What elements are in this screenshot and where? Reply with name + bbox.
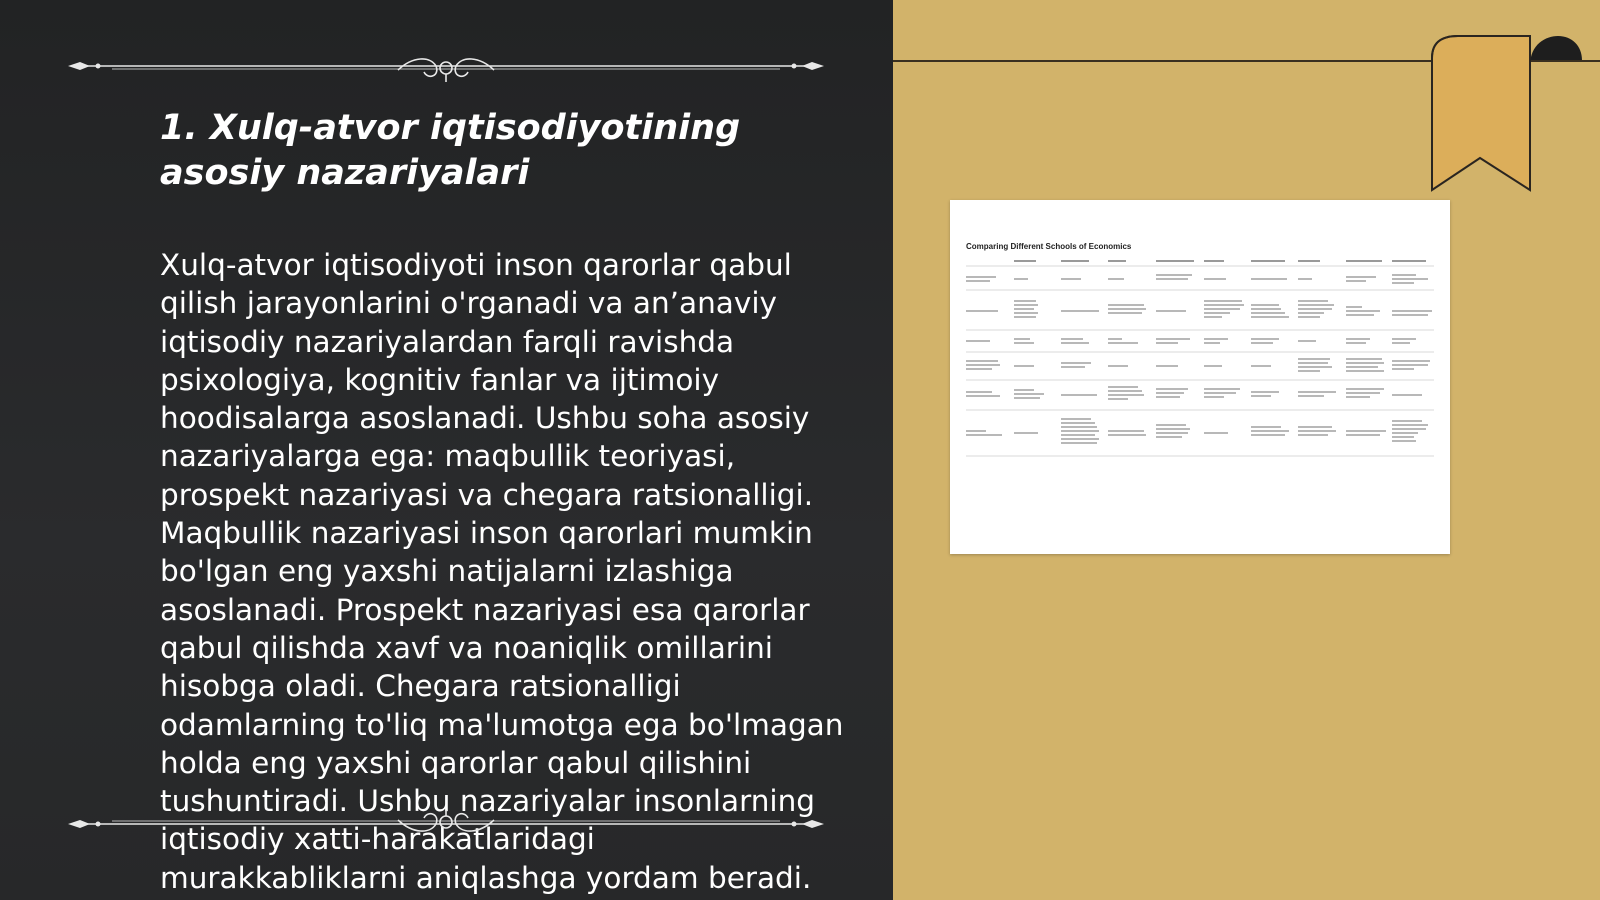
table-figure xyxy=(950,200,1450,554)
top-ornament-divider xyxy=(68,52,824,82)
slide-body-text: Xulq-atvor iqtisodiyoti inson qarorlar qabul qilish jarayonlarini o'rganadi va an’anaviy iqtisodiy nazariyalardan farqli ravishda psixologiya, kognitiv fanlar va ijtimoiy hoodisalarga asoslanadi. Ushbu soha asosiy nazariyalarga ega: maqbullik teoriyasi, prospekt nazariyasi va chegara ratsionalligi. Maqbullik nazariyasi inson qarorlari mumkin bo'lgan eng yaxshi natijalarni izlashiga asoslanadi. Prospekt nazariyasi esa qarorlar qabul qilishda xavf va noaniqlik omillarini hisobga oladi. Chegara ratsionalligi odamlarning to'liq ma'lumotga ega bo'lmagan holda eng yaxshi qarorlar qabul qilishini tushuntiradi. Ushbu nazariyalar insonlarning iqtisodiy xatti-harakatlaridagi murakkabliklarni aniqlashga yordam beradi. xyxy=(160,248,844,895)
slide-title: 1. Xulq-atvor iqtisodiyotining asosiy nazariyalari xyxy=(160,108,741,193)
comparison-table-image xyxy=(966,258,1434,464)
bottom-ornament-divider xyxy=(68,810,824,840)
figure-title: Comparing Different Schools of Economics xyxy=(966,242,1132,251)
bookmark-icon xyxy=(1430,30,1600,200)
